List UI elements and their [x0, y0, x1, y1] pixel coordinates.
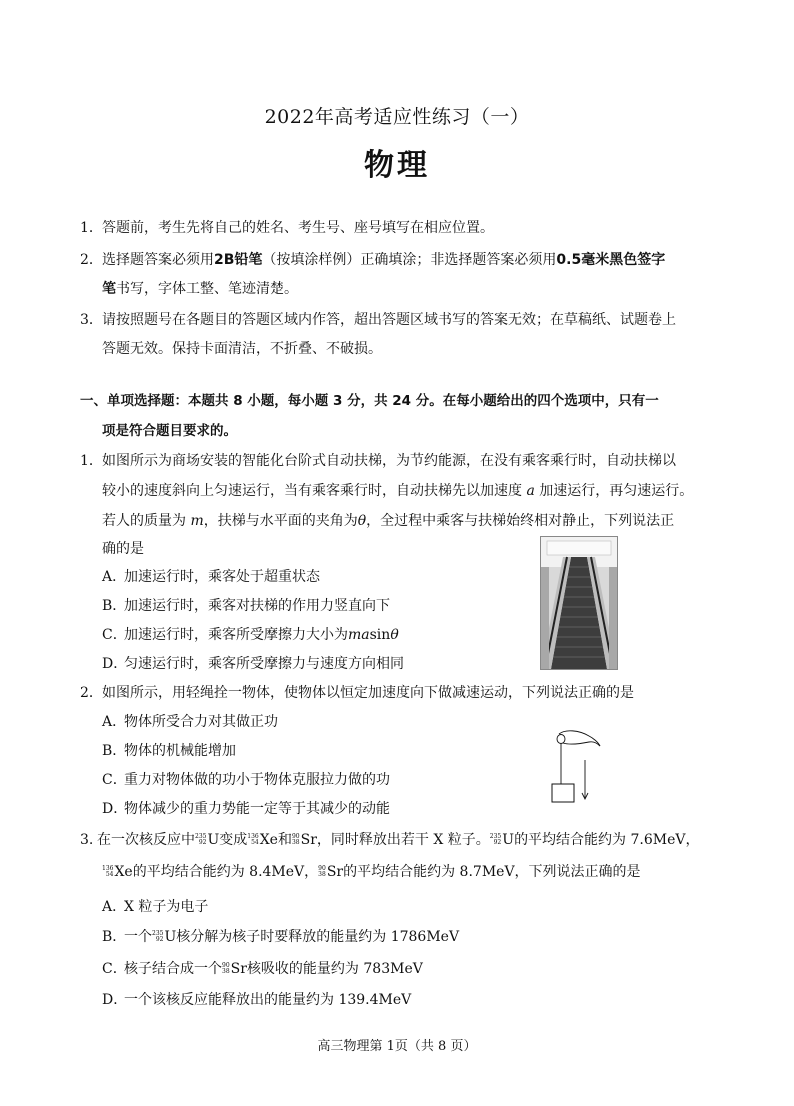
page-footer: 高三物理第 1页（共 8 页）	[317, 1039, 477, 1054]
q2-option-a[interactable]: A．物体所受合力对其做正功	[102, 714, 278, 730]
q3-stem-line1: 3. 在一次核反应中235 92U变成136 54Xe和90 38Sr，同时释放出若干 X 粒子。235 92U的平均结合能约为 7.6MeV，	[80, 832, 700, 848]
q2-option-b[interactable]: B．物体的机械能增加	[102, 743, 236, 759]
instruction-3: 3．请按照题号在各题目的答题区域内作答，超出答题区域书写的答案无效；在草稿纸、试题卷上	[80, 312, 676, 328]
instruction-3-cont: 答题无效。保持卡面清洁，不折叠、不破损。	[102, 341, 382, 357]
sr90-nuclide: 90 38Sr	[291, 832, 317, 848]
section-heading-cont: 项是符合题目要求的。	[102, 423, 237, 439]
sr90-nuclide: 90 38Sr	[318, 864, 344, 880]
instruction-2-cont: 笔书写，字体工整、笔迹清楚。	[102, 281, 298, 297]
q3-option-a[interactable]: A．X 粒子为电子	[102, 899, 209, 915]
u235-nuclide: 235 92U	[489, 832, 515, 848]
u235-nuclide: 235 92U	[195, 832, 220, 848]
q3-option-b[interactable]: B．一个235 92U核分解为核子时要释放的能量约为 1786MeV	[102, 929, 460, 945]
instruction-1: 1．答题前，考生先将自己的姓名、考生号、座号填写在相应位置。	[80, 220, 494, 236]
q3-option-c[interactable]: C．核子结合成一个90 38Sr核吸收的能量约为 783MeV	[102, 961, 423, 977]
q3-option-d[interactable]: D．一个该核反应能释放出的能量约为 139.4MeV	[102, 992, 412, 1008]
q1-option-b[interactable]: B．加速运行时，乘客对扶梯的作用力竖直向下	[102, 598, 390, 614]
subject-title: 物理	[364, 148, 430, 183]
q1-option-c[interactable]: C．加速运行时，乘客所受摩擦力大小为masinθ	[102, 627, 399, 643]
sr90-nuclide: 90 38Sr	[222, 961, 247, 977]
section-heading: 一、单项选择题：本题共 8 小题，每小题 3 分，共 24 分。在每小题给出的四个选项中，只有一	[80, 393, 659, 409]
exam-title: 2022年高考适应性练习（一）	[264, 106, 530, 128]
xe136-nuclide: 136 54Xe	[247, 832, 278, 848]
q1-option-a[interactable]: A．加速运行时，乘客处于超重状态	[102, 569, 320, 585]
xe136-nuclide: 136 54Xe	[102, 864, 133, 880]
rope-block-figure	[545, 728, 603, 804]
q2-stem: 2．如图所示，用轻绳拴一物体，使物体以恒定加速度向下做减速运动，下列说法正确的是	[80, 685, 634, 701]
q1-stem-line4: 确的是	[102, 541, 144, 557]
q2-option-c[interactable]: C．重力对物体做的功小于物体克服拉力做的功	[102, 772, 390, 788]
u235-nuclide: 235 92U	[152, 929, 177, 945]
escalator-photo	[540, 536, 618, 670]
q1-stem-line3: 若人的质量为 m，扶梯与水平面的夹角为θ，全过程中乘客与扶梯始终相对静止，下列说法正	[102, 513, 675, 529]
q3-stem-line2: 136 54Xe的平均结合能约为 8.4MeV，90 38Sr的平均结合能约为 8.7MeV，下列说法正确的是	[102, 864, 641, 880]
q1-stem-line2: 较小的速度斜向上匀速运行，当有乘客乘行时，自动扶梯先以加速度 a 加速运行，再匀速运行。	[102, 483, 694, 499]
q2-option-d[interactable]: D．物体减少的重力势能一定等于其减少的动能	[102, 801, 390, 817]
q1-stem-line1: 1．如图所示为商场安装的智能化台阶式自动扶梯，为节约能源，在没有乘客乘行时，自动扶梯以	[80, 453, 676, 469]
instruction-2: 2．选择题答案必须用2B铅笔（按填涂样例）正确填涂；非选择题答案必须用0.5毫米黑色签字	[80, 252, 666, 268]
q1-option-d[interactable]: D．匀速运行时，乘客所受摩擦力与速度方向相同	[102, 656, 404, 672]
